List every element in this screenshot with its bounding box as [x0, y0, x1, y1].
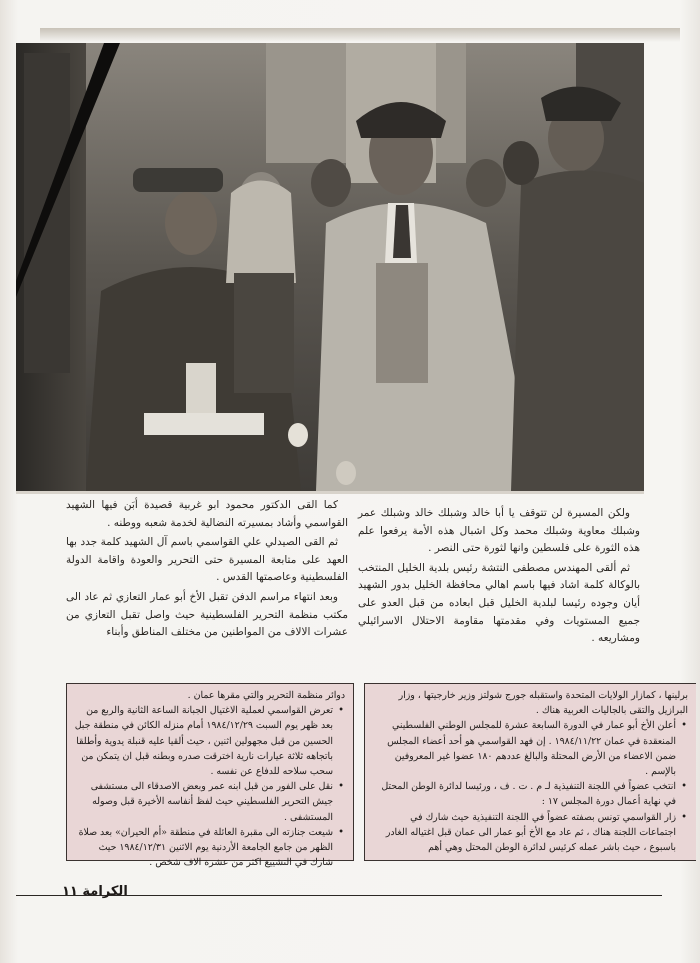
box-list [73, 703, 345, 870]
box-intro: برلينها ، كمازار الولايات المتحدة واستقبله جورج شولتز وزير خارجيتها ، وزار البرازيل والتقى بالجاليات العربية هناك . [398, 690, 688, 717]
page-top-shadow [40, 28, 680, 42]
paragraph: ثم القى الصيدلي علي القواسمي باسم آل الشهيد كلمة جدد بها العهد على متابعة المسيرة حتى التحرير والعودة واقامة الدولة الفلسطينية وعاصمتها القدس . [66, 536, 348, 584]
timeline-boxes [66, 683, 696, 869]
photo-icon [16, 43, 644, 491]
paragraph: كما القى الدكتور محمود ابو غربية قصيدة أبَن فيها الشهيد القواسمي وأشاد بمسيرته النضالية لخدمة شعبه ووطنه . [66, 499, 348, 529]
box-list [371, 718, 688, 855]
news-photo [16, 43, 644, 491]
list-item: • زار القواسمي تونس بصفته عضواً في اللجنة التنفيذية حيث شارك في اجتماعات اللجنة هناك ، ثم عاد مع الأخ أبو عمار الى عمان قبل اغتياله الغادر باسبوع ، حيث باشر عمله كرئيس لدائرة الوطن المحتل وهي أهم [371, 810, 676, 856]
list-item: • انتخب عضواً في اللجنة التنفيذية لـ م . ت . ف ، ورئيسا لدائرة الوطن المحتل في نهاية أعمال دورة المجلس ١٧ : [371, 779, 676, 809]
box-intro: دوائر منظمة التحرير والتي مقرها عمان . [187, 690, 345, 701]
paragraph: ولكن المسيرة لن تتوقف يا أبا خالد وشبلك خالد وشبلك عمر وشبلك معاوية وشبلك محمد وكل اشبال هذه الأمة يرفعوا علم هذه الثورة على فلسطين وانها لثورة حتى النصر . [358, 507, 640, 555]
list-item: • شيعت جنازته الى مقبرة العائلة في منطقة «أم الحيران» بعد صلاة الظهر من جامع الجامعة الأردنية يوم الاثنين ١٩٨٤/١٢/٣١ حيث شارك في التشييع اكثر من عشرة الاف شخص . [73, 825, 333, 871]
article-column-right [358, 505, 640, 650]
list-item: • أعلن الأخ أبو عمار في الدورة السابعة عشرة للمجلس الوطني الفلسطيني المنعقدة في عمان ١٩٨٤/١١/٢٢ . إن فهد القواسمي هو أحد أعضاء المجلس ضمن الاعضاء من الأرض المحتلة والبالغ عددهم ١٨٠ عضوا غير المعروفين بالإسم . [371, 718, 676, 779]
list-item: • نقل على الفور من قبل ابنه عمر وبعض الاصدقاء الى مستشفى جيش التحرير الفلسطيني حيث لفظ أنفاسه الأخيرة قبل وصوله المستشفى . [73, 779, 333, 825]
paragraph: وبعد انتهاء مراسم الدفن تقبل الأخ أبو عمار التعازي ثم عاد الى مكتب منظمة التحرير الفلسطينية حيث واصل تقبل التعازي من عشرات الالاف من المواطنين من مختلف المناطق وأبناء [66, 590, 348, 639]
paragraph: ثم ألقى المهندس مصطفى النتشة رئيس بلدية الخليل المنتخب بالوكالة كلمة اشاد فيها باسم اهالي محافظة الخليل بدور الشهيد أيان وجوده رئيسا لبلدية الخليل قبل ابعاده من قبل العدو على جميع المستويات وفي مقدمتها مقاومة الاحتلال الاسرائيلي ومشاريعه . [358, 561, 640, 645]
timeline-box-left [66, 683, 354, 869]
photo-bottom-edge [16, 491, 644, 494]
list-item: • تعرض القواسمي لعملية الاغتيال الجبانة الساعة الثانية والربع من بعد ظهر يوم السبت ١٩٨٤/١٢/٢٩ أمام منزله الكائن في منطقة جبل الحسين من قبل مجهولين اثنين ، حيث ألقيا عليه قنبلة يدوية وأطلقا باتجاهه ثلاثة عيارات نارية اخترقت صدره وبطنه قبل ان يتمكن من سحب سلاحه للدفاع عن نفسه . [73, 703, 333, 779]
timeline-box-right [364, 683, 696, 861]
page-folio: الكرامة ١١ [62, 884, 128, 899]
article-column-left [66, 497, 348, 644]
